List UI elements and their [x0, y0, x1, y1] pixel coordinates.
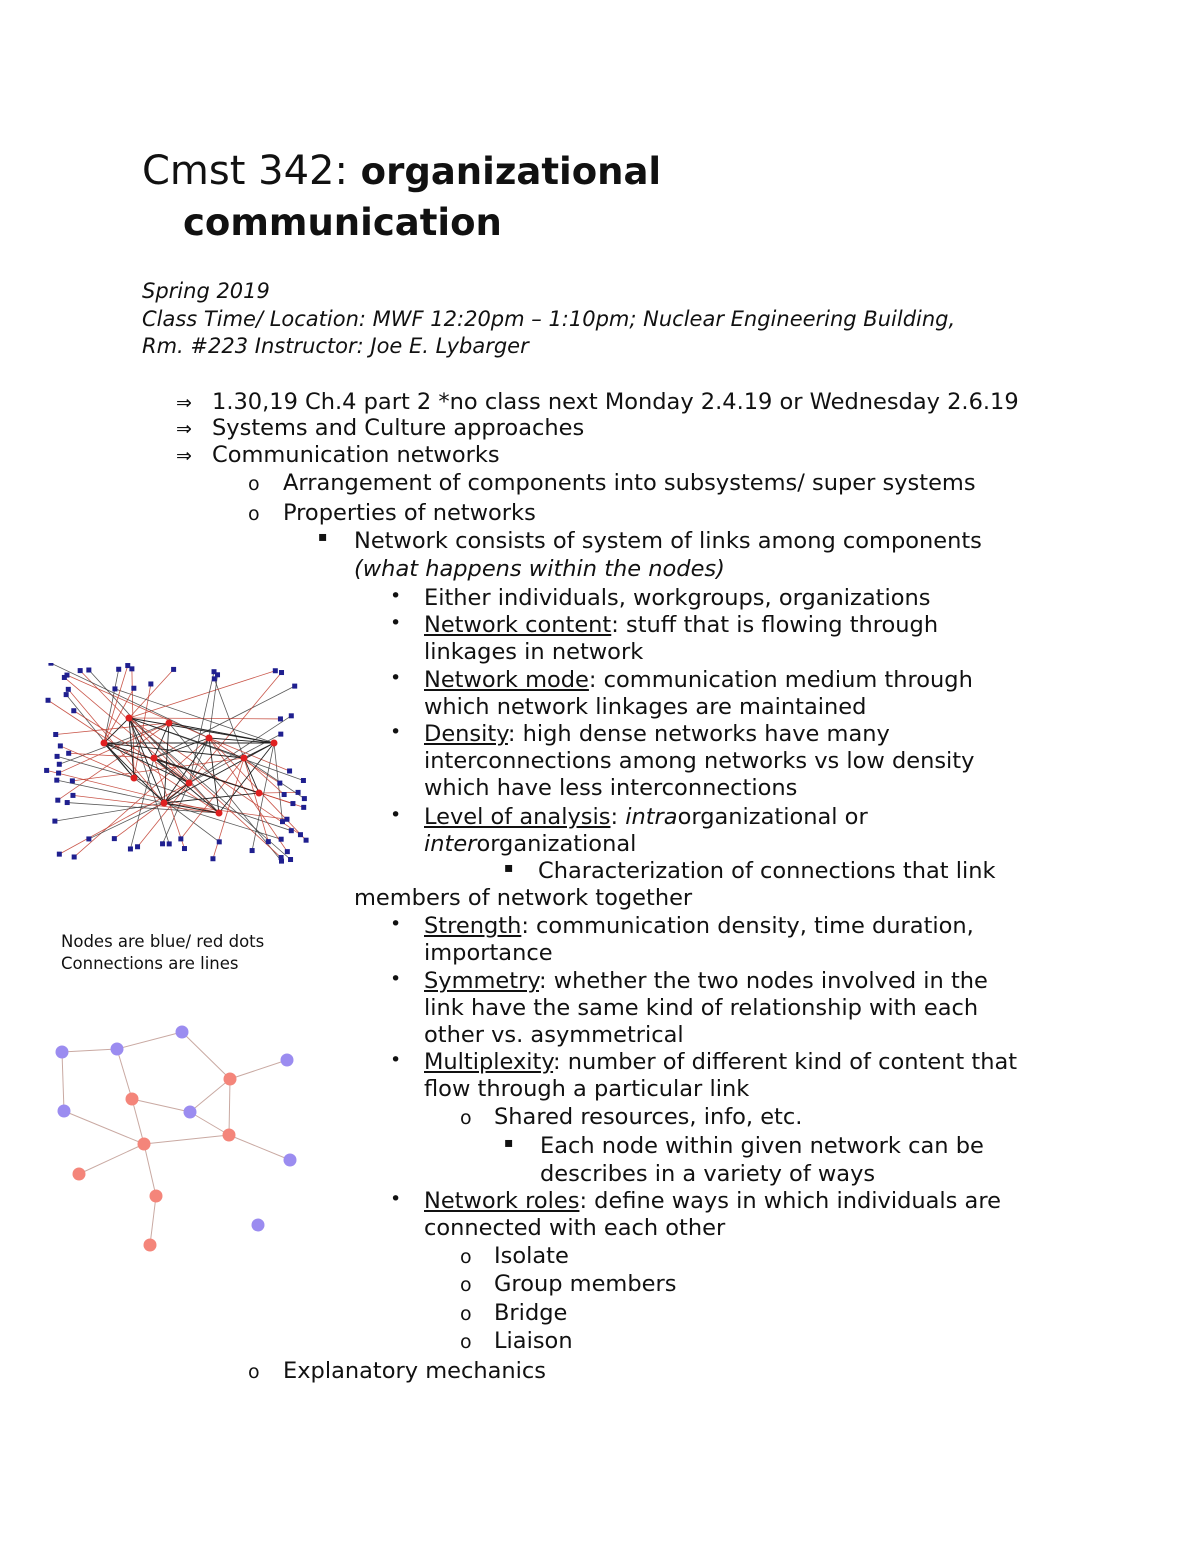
dot-bullet: • [390, 968, 402, 990]
outline-item: Shared resources, info, etc. [494, 1104, 803, 1130]
arrow-bullet: ⇒ [176, 445, 192, 467]
network-link [56, 723, 169, 734]
role-liaison: Liaison [494, 1328, 573, 1354]
network-link [150, 1196, 156, 1245]
network-node-red [186, 780, 193, 787]
circle-bullet: o [248, 473, 260, 495]
dense-network-image [44, 663, 310, 865]
network-node-blue [217, 839, 222, 844]
outline-item [424, 968, 988, 995]
network-node-blue [282, 792, 287, 797]
network-node-red [151, 755, 158, 762]
network-node-blue [86, 836, 91, 841]
network-node-blue [285, 849, 290, 854]
outline-item-cont: linkages in network [424, 639, 644, 665]
circle-bullet: o [460, 1303, 472, 1325]
circle-bullet: o [460, 1246, 472, 1268]
inter: inter [424, 831, 477, 857]
network-node-blue [178, 836, 183, 841]
network-link [259, 792, 298, 793]
outline-item: 1.30,19 Ch.4 part 2 *no class next Monday 2.4.19 or Wednesday 2.6.19 [212, 389, 1019, 415]
network-node-blue [58, 743, 63, 748]
network-node-blue [171, 667, 176, 672]
network-link [132, 1099, 190, 1112]
circle-bullet: o [248, 1361, 260, 1383]
network-link [79, 1144, 144, 1174]
network-node-blue [284, 817, 289, 822]
dot-bullet: • [390, 913, 402, 935]
network-node-blue [289, 828, 294, 833]
network-node [284, 1154, 297, 1167]
dot-bullet: • [390, 721, 402, 743]
network-node-blue [135, 844, 140, 849]
network-link [62, 1049, 117, 1052]
term-network-content: Network content [424, 612, 612, 638]
network-node [281, 1054, 294, 1067]
dot-bullet: • [390, 612, 402, 634]
network-node-blue [288, 857, 293, 862]
outline-item: Systems and Culture approaches [212, 415, 585, 441]
network-node-red [166, 720, 173, 727]
network-link [189, 673, 282, 783]
term-density: Density [424, 721, 508, 747]
definition: organizational or [677, 804, 868, 830]
network-link [117, 1049, 132, 1099]
network-node-blue [301, 805, 306, 810]
outline-item [424, 612, 938, 639]
network-node-red [101, 740, 108, 747]
network-node-blue [64, 673, 69, 678]
network-node [184, 1106, 197, 1119]
network-node-red [131, 775, 138, 782]
outline-item [424, 804, 868, 831]
network-link [117, 1032, 182, 1049]
network-node-blue [292, 684, 297, 689]
outline-item: Either individuals, workgroups, organizations [424, 585, 931, 611]
network-node-blue [298, 832, 303, 837]
network-link [164, 793, 259, 803]
network-node-blue [71, 708, 76, 713]
network-node-blue [278, 716, 283, 721]
network-node-red [241, 755, 248, 762]
role-bridge: Bridge [494, 1300, 568, 1326]
dot-bullet: • [390, 585, 402, 607]
network-link [190, 1112, 229, 1135]
role-group-members: Group members [494, 1271, 677, 1297]
network-node-blue [55, 798, 60, 803]
network-node-blue [279, 670, 284, 675]
network-node-blue [182, 846, 187, 851]
network-node-blue [54, 778, 59, 783]
network-node-blue [53, 732, 58, 737]
network-node-blue [64, 692, 69, 697]
outline-item-cont: describes in a variety of ways [540, 1161, 876, 1187]
network-node [138, 1138, 151, 1151]
network-node-blue [128, 846, 133, 851]
outline-item-cont: which have less interconnections [424, 775, 798, 801]
network-link [182, 1032, 230, 1079]
outline-item-cont: importance [424, 940, 553, 966]
term-level-of-analysis: Level of analysis [424, 804, 611, 830]
network-node-blue [131, 686, 136, 691]
outline-item: Characterization of connections that link [538, 858, 996, 884]
outline-item-cont: interconnections among networks vs low density [424, 748, 975, 774]
network-node-blue [279, 837, 284, 842]
outline-item: Arrangement of components into subsystems/ super systems [283, 470, 976, 496]
term-multiplexity: Multiplexity [424, 1049, 554, 1075]
network-node-blue [290, 801, 295, 806]
outline-item [424, 1049, 1017, 1076]
definition: organizational [476, 831, 637, 857]
class-info-line2: Rm. #223 Instructor: Joe E. Lybarger [142, 334, 529, 358]
network-link [104, 669, 119, 743]
term-symmetry: Symmetry [424, 968, 540, 994]
network-link [209, 675, 218, 738]
square-bullet: ▪ [504, 860, 514, 876]
outline-item-cont: other vs. asymmetrical [424, 1022, 684, 1048]
network-link [129, 718, 280, 719]
network-node-blue [296, 790, 301, 795]
circle-bullet: o [460, 1274, 472, 1296]
square-bullet: ▪ [504, 1135, 514, 1151]
dot-bullet: • [390, 667, 402, 689]
network-node-red [256, 790, 263, 797]
network-link [144, 1135, 229, 1144]
definition: : number of different kind of content that [553, 1049, 1018, 1075]
network-node-blue [210, 856, 215, 861]
sparse-network-image [44, 1022, 310, 1257]
outline-item: Explanatory mechanics [283, 1358, 546, 1384]
network-node-blue [86, 668, 91, 673]
network-link [144, 1144, 156, 1196]
network-node-blue [65, 800, 70, 805]
network-node-blue [48, 663, 53, 666]
network-node-blue [287, 768, 292, 773]
outline-item: Communication networks [212, 442, 500, 468]
network-node [224, 1073, 237, 1086]
network-link [129, 718, 300, 835]
term-network-roles: Network roles [424, 1188, 580, 1214]
network-node-blue [56, 771, 61, 776]
network-node-blue [57, 852, 62, 857]
network-node-blue [55, 754, 60, 759]
network-node [56, 1046, 69, 1059]
network-node-blue [160, 841, 165, 846]
dot-bullet: • [390, 1188, 402, 1210]
network-node [150, 1190, 163, 1203]
page-title-line2: communication [183, 201, 502, 244]
title-bold: organizational [360, 150, 662, 193]
network-node-blue [277, 781, 282, 786]
outline-item-cont: which network linkages are maintained [424, 694, 867, 720]
network-node-red [206, 735, 213, 742]
network-node-blue [279, 855, 284, 860]
network-link [230, 1060, 287, 1079]
network-node-blue [72, 854, 77, 859]
network-link [57, 756, 134, 778]
network-node-red [126, 715, 133, 722]
network-node-blue [304, 838, 309, 843]
class-info-line1: Class Time/ Location: MWF 12:20pm – 1:10pm; Nuclear Engineering Building, [142, 307, 956, 331]
network-node-blue [302, 796, 307, 801]
term-network-mode: Network mode [424, 667, 589, 693]
network-node-blue [52, 819, 57, 824]
network-node-red [161, 800, 168, 807]
network-link [169, 723, 282, 861]
network-node-red [216, 810, 223, 817]
caption-line1: Nodes are blue/ red dots [61, 932, 265, 951]
network-link [154, 758, 189, 783]
network-node [144, 1239, 157, 1252]
network-node-blue [116, 667, 121, 672]
page-title [142, 144, 661, 199]
network-link [190, 1079, 230, 1112]
definition: : communication density, time duration, [521, 913, 974, 939]
course-code: Cmst 342: [142, 148, 361, 194]
network-node-blue [250, 848, 255, 853]
network-link [89, 803, 164, 839]
network-node [58, 1105, 71, 1118]
network-link [169, 723, 274, 743]
outline-item: Properties of networks [283, 500, 536, 526]
network-node-blue [280, 819, 285, 824]
network-node-blue [215, 672, 220, 677]
dot-bullet: • [390, 804, 402, 826]
outline-item-cont: link have the same kind of relationship with each [424, 995, 979, 1021]
outline-item-cont: members of network together [354, 885, 693, 911]
network-node [126, 1093, 139, 1106]
network-link [229, 1135, 290, 1160]
outline-item-cont [424, 831, 636, 858]
network-link [132, 1099, 144, 1144]
outline-item: (what happens within the nodes) [354, 556, 725, 582]
network-node-blue [301, 778, 306, 783]
definition: : define ways in which individuals are [579, 1188, 1001, 1214]
dot-bullet: • [390, 1049, 402, 1071]
network-node-blue [266, 839, 271, 844]
network-node [223, 1129, 236, 1142]
network-node-red [271, 740, 278, 747]
colon: : [610, 804, 626, 830]
network-node-blue [112, 836, 117, 841]
network-node-blue [70, 793, 75, 798]
network-node-blue [66, 687, 71, 692]
circle-bullet: o [460, 1107, 472, 1129]
network-node-blue [273, 668, 278, 673]
network-link [74, 738, 209, 857]
network-node-blue [167, 841, 172, 846]
network-node-blue [125, 663, 130, 668]
network-node-blue [66, 751, 71, 756]
outline-item: Each node within given network can be [540, 1133, 984, 1159]
network-node-blue [148, 681, 153, 686]
network-node [176, 1026, 189, 1039]
network-node-blue [278, 732, 283, 737]
caption-line2: Connections are lines [61, 954, 239, 973]
network-node [111, 1043, 124, 1056]
term: Spring 2019 [142, 279, 270, 303]
outline-item-cont: flow through a particular link [424, 1076, 750, 1102]
circle-bullet: o [248, 503, 260, 525]
network-node-blue [46, 698, 51, 703]
circle-bullet: o [460, 1331, 472, 1353]
outline-item: Network consists of system of links among components [354, 528, 982, 554]
outline-item [424, 1188, 1001, 1215]
network-link [244, 758, 284, 795]
network-node-blue [112, 686, 117, 691]
outline-item-cont: connected with each other [424, 1215, 726, 1241]
arrow-bullet: ⇒ [176, 392, 192, 414]
square-bullet: ▪ [318, 529, 328, 545]
outline-item [424, 913, 974, 940]
arrow-bullet: ⇒ [176, 418, 192, 440]
outline-item [424, 721, 890, 748]
definition: : high dense networks have many [507, 721, 890, 747]
definition: : communication medium through [588, 667, 973, 693]
network-node-blue [289, 713, 294, 718]
definition: : whether the two nodes involved in the [539, 968, 988, 994]
role-isolate: Isolate [494, 1243, 569, 1269]
network-node [73, 1168, 86, 1181]
network-node-blue [70, 778, 75, 783]
term-strength: Strength [424, 913, 522, 939]
network-node [252, 1219, 265, 1232]
network-link [229, 1079, 230, 1135]
outline-item [424, 667, 973, 694]
network-node-blue [78, 668, 83, 673]
network-node-blue [57, 762, 62, 767]
network-node-blue [44, 768, 49, 773]
intra: intra [625, 804, 678, 830]
network-link [62, 1052, 64, 1111]
network-link [64, 1111, 144, 1144]
definition: : stuff that is flowing through [611, 612, 939, 638]
